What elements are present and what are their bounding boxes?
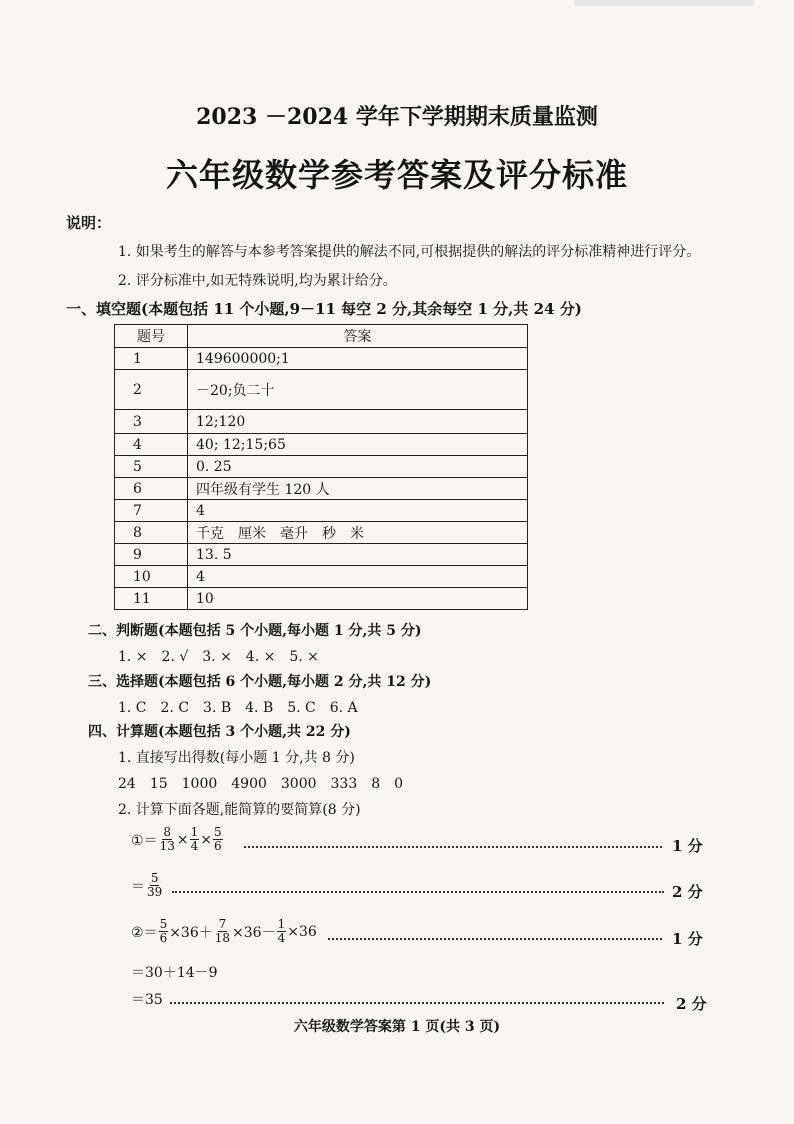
row-num: 1: [115, 348, 188, 370]
times-sign: ×: [200, 831, 212, 848]
part1-heading: 1. 直接写出得数(每小题 1 分,共 8 分): [118, 750, 355, 766]
row-answer: 四年级有学生 120 人: [188, 478, 528, 500]
dotted-leader: [172, 891, 664, 893]
table-row: [115, 588, 528, 610]
row-answer: 4: [188, 566, 528, 588]
term-tail: ×36: [287, 923, 317, 940]
term-tail: ×36＋: [169, 924, 213, 941]
col-number-header: 题号: [115, 325, 188, 348]
section4-heading: 四、计算题(本题包括 3 个小题,共 22 分): [88, 724, 351, 740]
table-row: [115, 410, 528, 434]
q1-step2-score: 2 分: [672, 883, 703, 901]
fraction: $\frac{5}{6}$: [159, 917, 168, 945]
part2-heading: 2. 计算下面各题,能简算的要简算(8 分): [118, 802, 361, 818]
term-tail: ×36－: [232, 924, 276, 941]
table-row: [115, 500, 528, 522]
times-sign: ×: [176, 831, 189, 848]
scan-corner-mark: [574, 0, 754, 6]
table-row: [115, 370, 528, 410]
notes-heading: 说明：: [66, 214, 112, 232]
col-answer-header: 答案: [188, 325, 528, 348]
fraction: $\frac{5}{6}$: [213, 825, 222, 853]
section3-heading: 三、选择题(本题包括 6 个小题,每小题 2 分,共 12 分): [88, 674, 432, 690]
q1-score: 1 分: [672, 837, 703, 855]
section2-heading: 二、判断题(本题包括 5 个小题,每小题 1 分,共 5 分): [88, 623, 422, 639]
row-answer: －20;负二十: [188, 370, 528, 410]
row-num: 2: [115, 370, 188, 410]
row-answer: 13. 5: [188, 544, 528, 566]
q2-step2: ＝30＋14－9: [131, 965, 218, 981]
note-2: 2. 评分标准中,如无特殊说明,均为累计给分。: [118, 273, 397, 289]
q2-step3-score: 2 分: [676, 995, 707, 1013]
page-footer: 六年级数学答案第 1 页(共 3 页): [293, 1019, 501, 1035]
q2-label: ②＝: [131, 924, 158, 941]
fraction: $\frac{7}{18}$: [214, 917, 231, 945]
row-answer: 149600000;1: [188, 348, 528, 370]
row-answer: 40; 12;15;65: [188, 434, 528, 456]
table-row: [115, 456, 528, 478]
dotted-leader: [170, 1002, 664, 1004]
part1-answers: 24 15 1000 4900 3000 333 8 0: [118, 776, 404, 792]
q1-expression: [131, 826, 224, 853]
dotted-leader: [328, 938, 662, 940]
fraction: $\frac{1}{4}$: [190, 825, 199, 853]
q1-label: ①＝: [131, 832, 158, 849]
section2-answers: 1. × 2. √ 3. × 4. × 5. ×: [118, 649, 319, 665]
row-num: 4: [115, 434, 188, 456]
dotted-leader: [244, 846, 662, 848]
table-row: [115, 566, 528, 588]
row-answer: 10: [188, 588, 528, 610]
section1-heading: 一、填空题(本题包括 11 个小题,9－11 每空 2 分,其余每空 1 分,共 24 分): [66, 300, 582, 318]
row-num: 7: [115, 500, 188, 522]
fraction: $\frac{8}{13}$: [159, 825, 175, 853]
row-num: 5: [115, 456, 188, 478]
q1-step2: [131, 872, 164, 899]
row-num: 9: [115, 544, 188, 566]
table-row: [115, 348, 528, 370]
row-answer: 4: [188, 500, 528, 522]
q2-step3: ＝35: [131, 992, 163, 1008]
table-row: [115, 544, 528, 566]
row-num: 3: [115, 410, 188, 434]
fraction: $\frac{5}{39}$: [147, 871, 163, 899]
section3-answers: 1. C 2. C 3. B 4. B 5. C 6. A: [118, 700, 358, 716]
table-row: [115, 522, 528, 544]
fraction: $\frac{1}{4}$: [277, 917, 286, 945]
equals-sign: ＝: [131, 878, 145, 895]
answer-table: [114, 324, 528, 610]
table-header-row: [115, 325, 528, 348]
table-row: [115, 478, 528, 500]
row-num: 11: [115, 588, 188, 610]
q2-expression: [131, 918, 317, 945]
page-title: 六年级数学参考答案及评分标准: [165, 156, 628, 194]
table-row: [115, 434, 528, 456]
row-answer: 12;120: [188, 410, 528, 434]
row-answer: 0. 25: [188, 456, 528, 478]
row-num: 8: [115, 522, 188, 544]
q2-score: 1 分: [672, 930, 703, 948]
row-answer: 千克 厘米 毫升 秒 米: [188, 522, 528, 544]
row-num: 10: [115, 566, 188, 588]
note-1: 1. 如果考生的解答与本参考答案提供的解法不同,可根据提供的解法的评分标准精神进行评分。: [118, 244, 701, 260]
exam-title: 2023 －2024 学年下学期期末质量监测: [196, 104, 598, 130]
row-num: 6: [115, 478, 188, 500]
